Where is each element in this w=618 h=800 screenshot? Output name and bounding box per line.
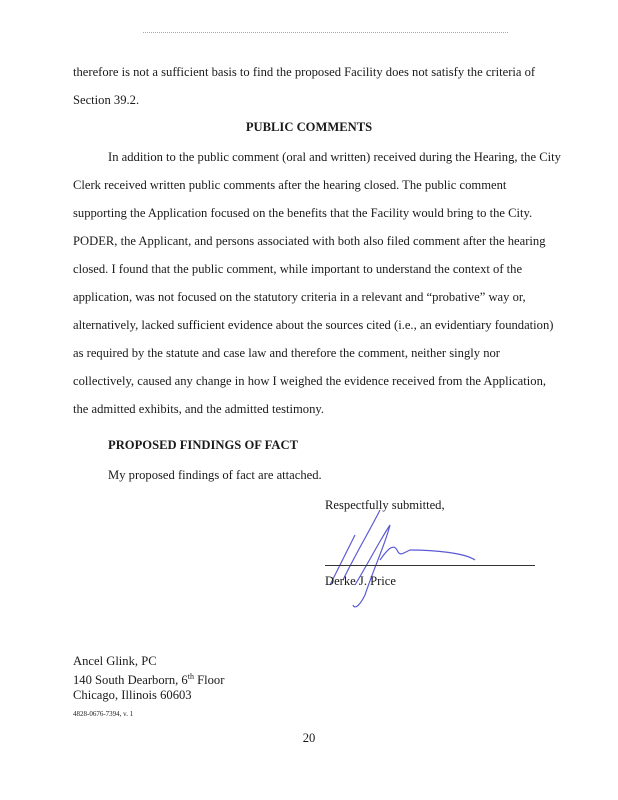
- section-heading-proposed-findings: PROPOSED FINDINGS OF FACT: [108, 438, 298, 452]
- body-line: closed. I found that the public comment, while important to understand the context of the: [73, 262, 523, 276]
- body-line: Section 39.2.: [73, 93, 140, 107]
- street: 140 South Dearborn, 6th Floor: [73, 672, 225, 688]
- body-line: therefore is not a sufficient basis to find the proposed Facility does not satisfy the criteria of: [73, 65, 536, 79]
- closing: Respectfully submitted,: [325, 498, 445, 512]
- page-number: 20: [302, 731, 316, 745]
- body-line: In addition to the public comment (oral and written) received during the Hearing, the City: [108, 150, 561, 164]
- findings-text: My proposed findings of fact are attached.: [108, 468, 322, 482]
- firm-address: [73, 654, 224, 703]
- section-heading-public-comments: PUBLIC COMMENTS: [245, 120, 373, 134]
- body-line: the admitted exhibits, and the admitted testimony.: [73, 402, 325, 416]
- body-line: PODER, the Applicant, and persons associated with both also filed comment after the hearing: [73, 234, 546, 248]
- firm-name: Ancel Glink, PC: [73, 654, 157, 668]
- body-line: Clerk received written public comments after the hearing closed. The public comment: [73, 178, 507, 192]
- document-number: 4828-0676-7394, v. 1: [73, 710, 134, 718]
- body-line: supporting the Application focused on the benefits that the Facility would bring to the City.: [73, 206, 533, 220]
- body-line: as required by the statute and case law and therefore the comment, neither singly nor: [73, 346, 500, 360]
- city: Chicago, Illinois 60603: [73, 688, 192, 703]
- signature-line: [325, 565, 535, 566]
- body-line: alternatively, lacked sufficient evidence about the sources cited (i.e., an evidentiary foundation): [73, 318, 554, 332]
- handwritten-signature: [325, 505, 525, 615]
- signer-name: Derke J. Price: [325, 574, 396, 588]
- header-rule: [143, 32, 508, 33]
- body-line: collectively, caused any change in how I weighed the evidence received from the Application,: [73, 374, 547, 388]
- body-line: application, was not focused on the statutory criteria in a relevant and “probative” way or,: [73, 290, 526, 304]
